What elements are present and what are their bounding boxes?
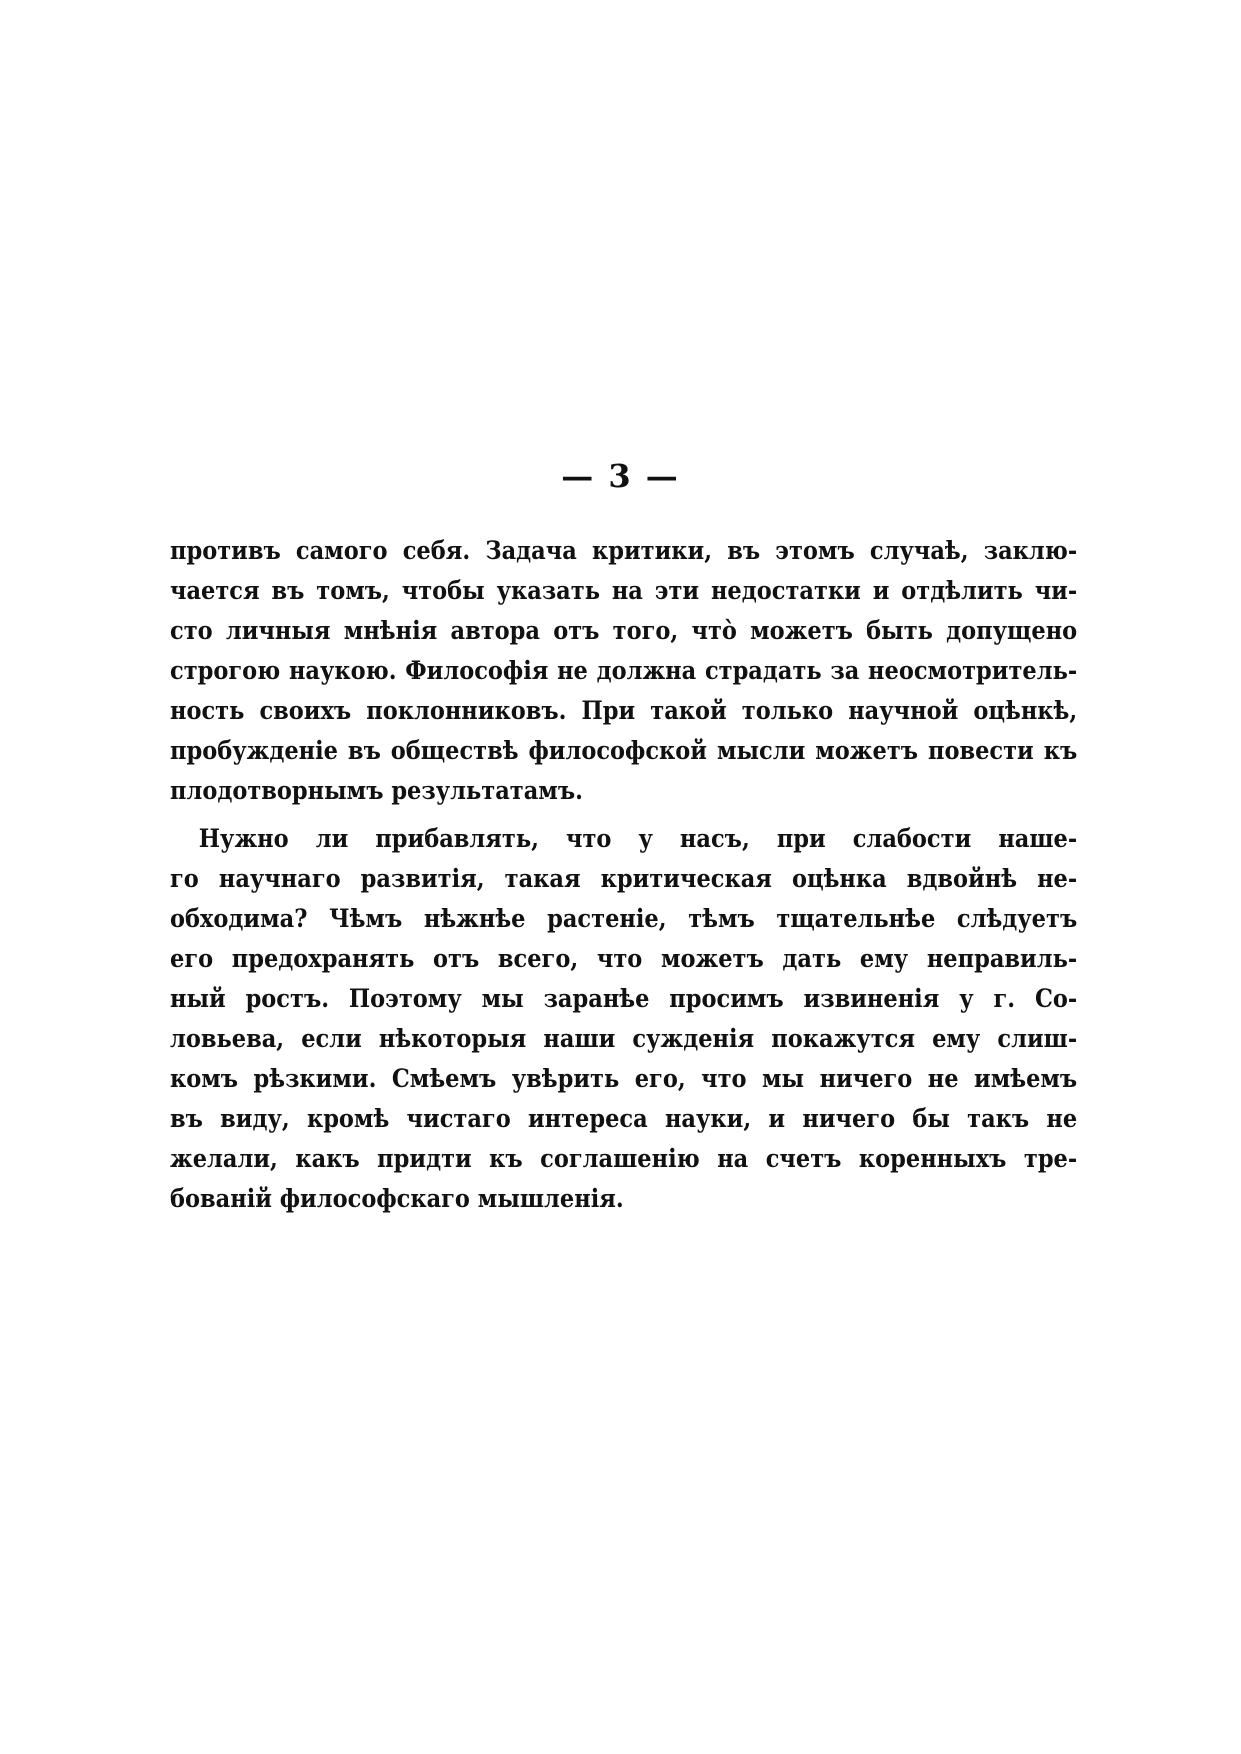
text-line: желали, какъ придти къ соглашенію на счетъ коренныхъ тре-: [170, 1144, 1078, 1173]
text-line: Нужно ли прибавлять, что у насъ, при слабости наше-: [198, 824, 1078, 853]
text-body: [170, 531, 1078, 1219]
text-line: ность своихъ поклонниковъ. При такой только научной оцѣнкѣ,: [170, 696, 1078, 725]
paragraph-gap: [170, 811, 986, 819]
text-line: ный ростъ. Поэтому мы заранѣе просимъ извиненія у г. Со-: [170, 984, 1078, 1013]
paragraph-1: [170, 531, 1078, 811]
page-number: — 3 —: [561, 457, 680, 495]
text-line: го научнаго развитія, такая критическая оцѣнка вдвойнѣ не-: [170, 864, 1078, 893]
text-line: комъ рѣзкими. Смѣемъ увѣрить его, что мы ничего не имѣемъ: [170, 1064, 1078, 1093]
text-line: обходима? Чѣмъ нѣжнѣе растеніе, тѣмъ тщательнѣе слѣдуетъ: [170, 904, 1078, 933]
text-line: пробужденіе въ обществѣ философской мысли можетъ повести къ: [170, 736, 1078, 765]
text-line: противъ самого себя. Задача критики, въ этомъ случаѣ, заклю-: [170, 536, 1078, 565]
text-line: строгою наукою. Философія не должна страдать за неосмотритель-: [170, 656, 1078, 685]
paragraph-2: [170, 819, 1078, 1219]
text-line: сто личныя мнѣнія автора отъ того, что̀ можетъ быть допущено: [170, 616, 1078, 645]
text-line: плодотворнымъ результатамъ.: [170, 776, 583, 805]
text-line: чается въ томъ, чтобы указать на эти недостатки и отдѣлить чи-: [170, 576, 1078, 605]
text-line: въ виду, кромѣ чистаго интереса науки, и ничего бы такъ не: [170, 1104, 1078, 1133]
text-line: ловьева, если нѣкоторыя наши сужденія покажутся ему слиш-: [170, 1024, 1078, 1053]
text-line: его предохранять отъ всего, что можетъ дать ему неправиль-: [170, 944, 1078, 973]
text-line: бованій философскаго мышленія.: [170, 1184, 624, 1213]
